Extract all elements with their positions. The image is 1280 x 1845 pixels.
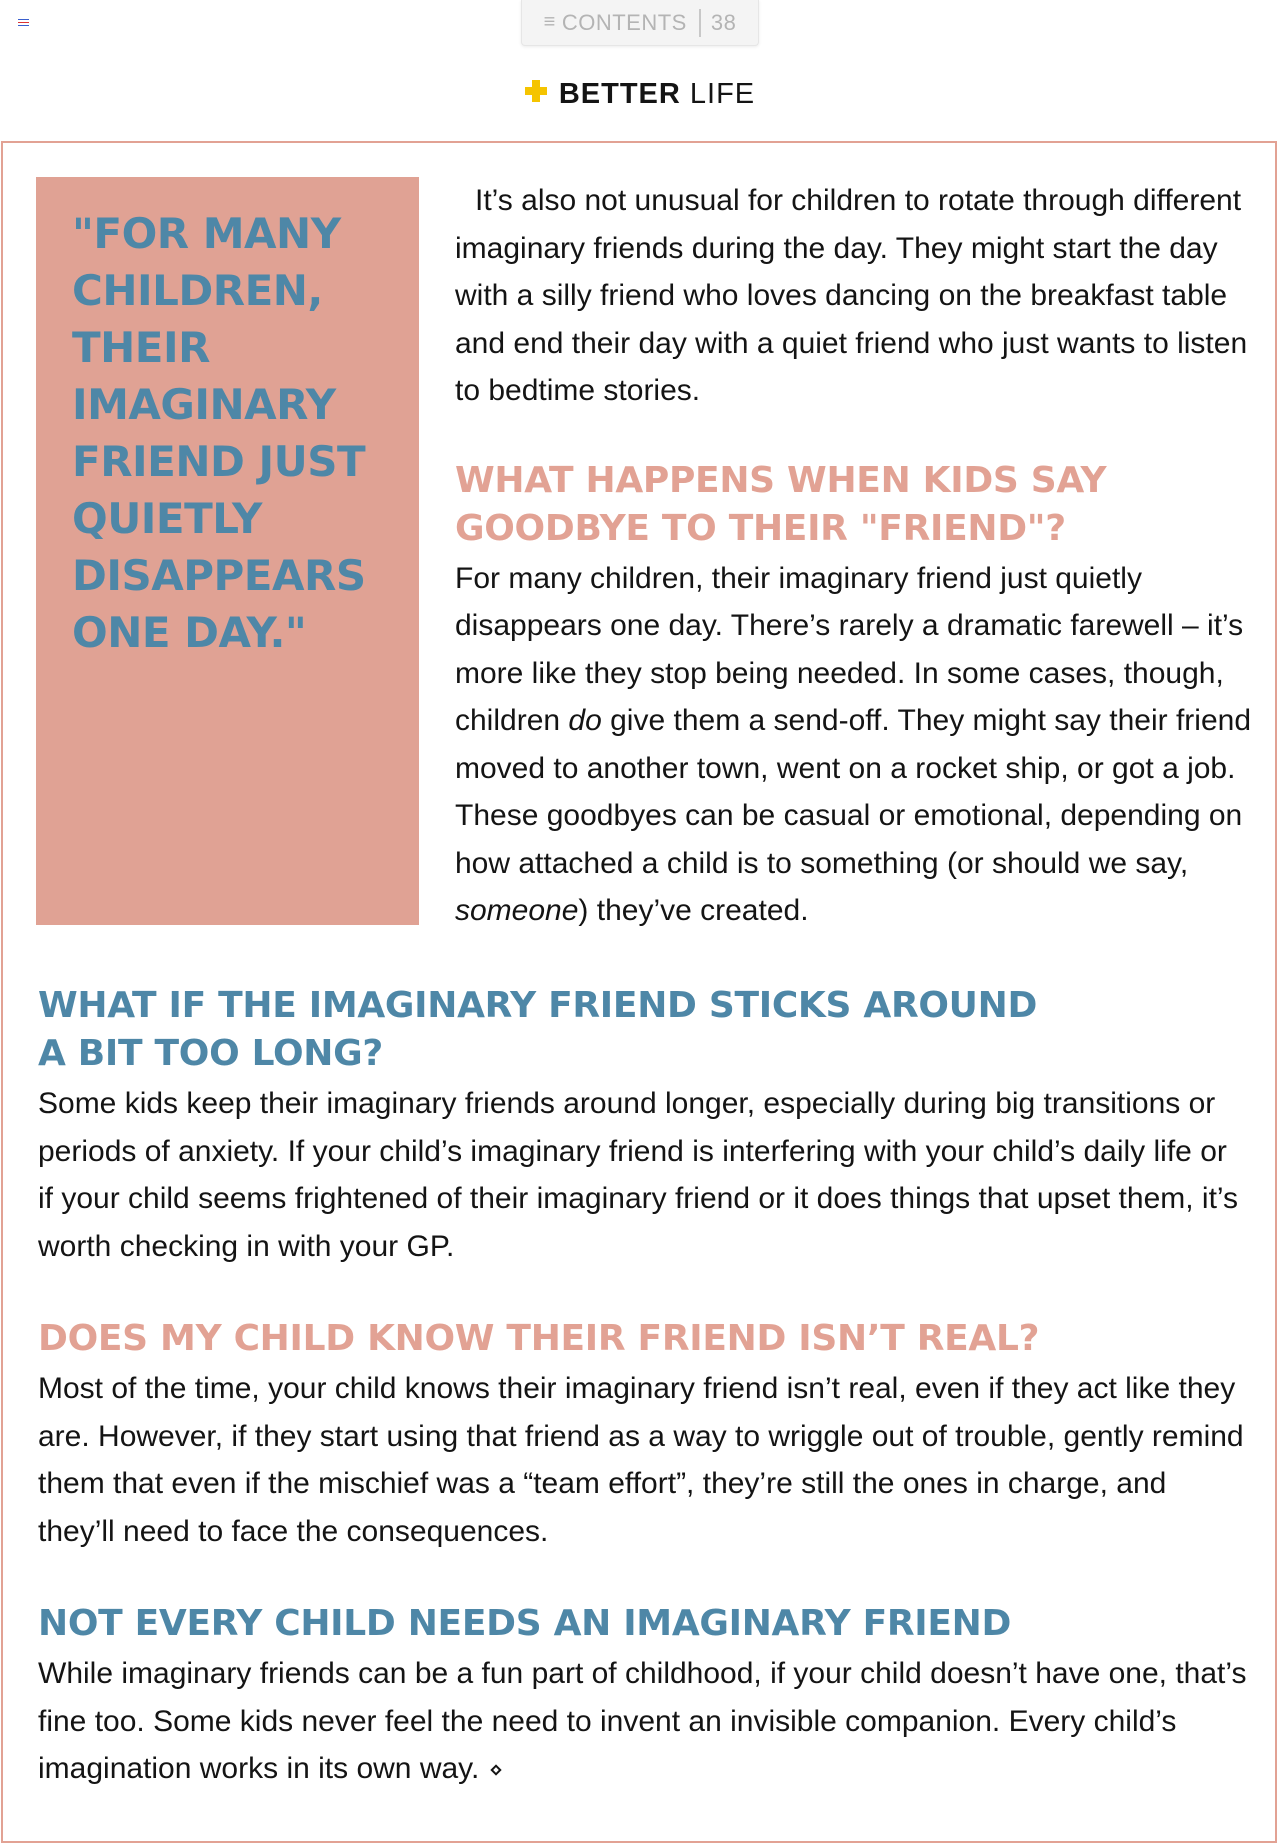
brand-bold: BETTER xyxy=(558,78,681,110)
text-segment: give them a send-off. They might say their friend moved to another town, went on a rocket ship, or got a job. These goodbyes can be casual or emotional, depending on how attached a child is to something (or should we say, xyxy=(455,704,1251,880)
text-segment: ) they’ve created. xyxy=(578,894,809,927)
contents-button[interactable] xyxy=(521,0,759,46)
text-segment: While imaginary friends can be a fun part of childhood, if your child doesn’t have one, that’s fine too. Some kids never feel the need to invent an invisible companion. Every child’s imagination works in its own way. xyxy=(38,1657,1247,1785)
end-mark-icon xyxy=(489,1763,503,1777)
menu-lines-icon: ≡ xyxy=(543,11,556,33)
heading-goodbye: WHAT HAPPENS WHEN KIDS SAY GOODBYE TO THEIR "FRIEND"? xyxy=(455,459,1107,549)
intro-paragraph: It’s also not unusual for children to rotate through different imaginary friends during the day. They might start the day with a silly friend who loves dancing on the breakfast table and end their day with a quiet friend who just wants to listen to bedtime stories. xyxy=(455,184,1248,407)
hamburger-icon[interactable] xyxy=(18,19,29,27)
emphasis-do: do xyxy=(568,704,602,737)
divider xyxy=(699,9,701,37)
heading-real: DOES MY CHILD KNOW THEIR FRIEND ISN’T REAL? xyxy=(38,1318,1040,1359)
emphasis-someone: someone xyxy=(455,894,579,927)
brand-light: LIFE xyxy=(689,78,756,110)
paragraph-every xyxy=(38,1650,1248,1793)
heading-line: WHAT IF THE IMAGINARY FRIEND STICKS AROUND xyxy=(38,985,1038,1026)
contents-label: CONTENTS xyxy=(561,9,687,35)
plus-cross-icon xyxy=(525,80,547,102)
paragraph-goodbye xyxy=(455,555,1255,935)
heading-long xyxy=(38,982,1248,1078)
section-every xyxy=(38,1600,1248,1793)
pull-quote-box xyxy=(36,177,419,925)
right-column xyxy=(455,177,1255,935)
pull-quote: "FOR MANY CHILDREN, THEIR IMAGINARY FRIEND JUST QUIETLY DISAPPEARS ONE DAY." xyxy=(72,209,366,657)
heading-line: A BIT TOO LONG? xyxy=(38,1033,383,1074)
section-real xyxy=(38,1315,1248,1555)
paragraph-long: Some kids keep their imaginary friends around longer, especially during big transitions or periods of anxiety. If your child’s imaginary friend is interfering with your child’s daily life or if your child seems frightened of their imaginary friend or it does things that upset them, it’s worth checking in with your GP. xyxy=(38,1087,1239,1263)
text-segment: For many children, their imaginary friend just quietly disappears one day. There’s rarely a dramatic farewell – it’s more like they stop being needed. In some cases, though, children xyxy=(455,561,1244,737)
brand-logo xyxy=(0,78,1280,111)
heading-every: NOT EVERY CHILD NEEDS AN IMAGINARY FRIEND xyxy=(38,1603,1012,1644)
page-number: 38 xyxy=(710,9,737,35)
paragraph-real: Most of the time, your child knows their imaginary friend isn’t real, even if they act like they are. However, if they start using that friend as a way to wriggle out of trouble, gently remind them that even if the mischief was a “team effort”, they’re still the ones in charge, and they’ll need to face the consequences. xyxy=(38,1372,1244,1548)
section-long xyxy=(38,982,1248,1270)
